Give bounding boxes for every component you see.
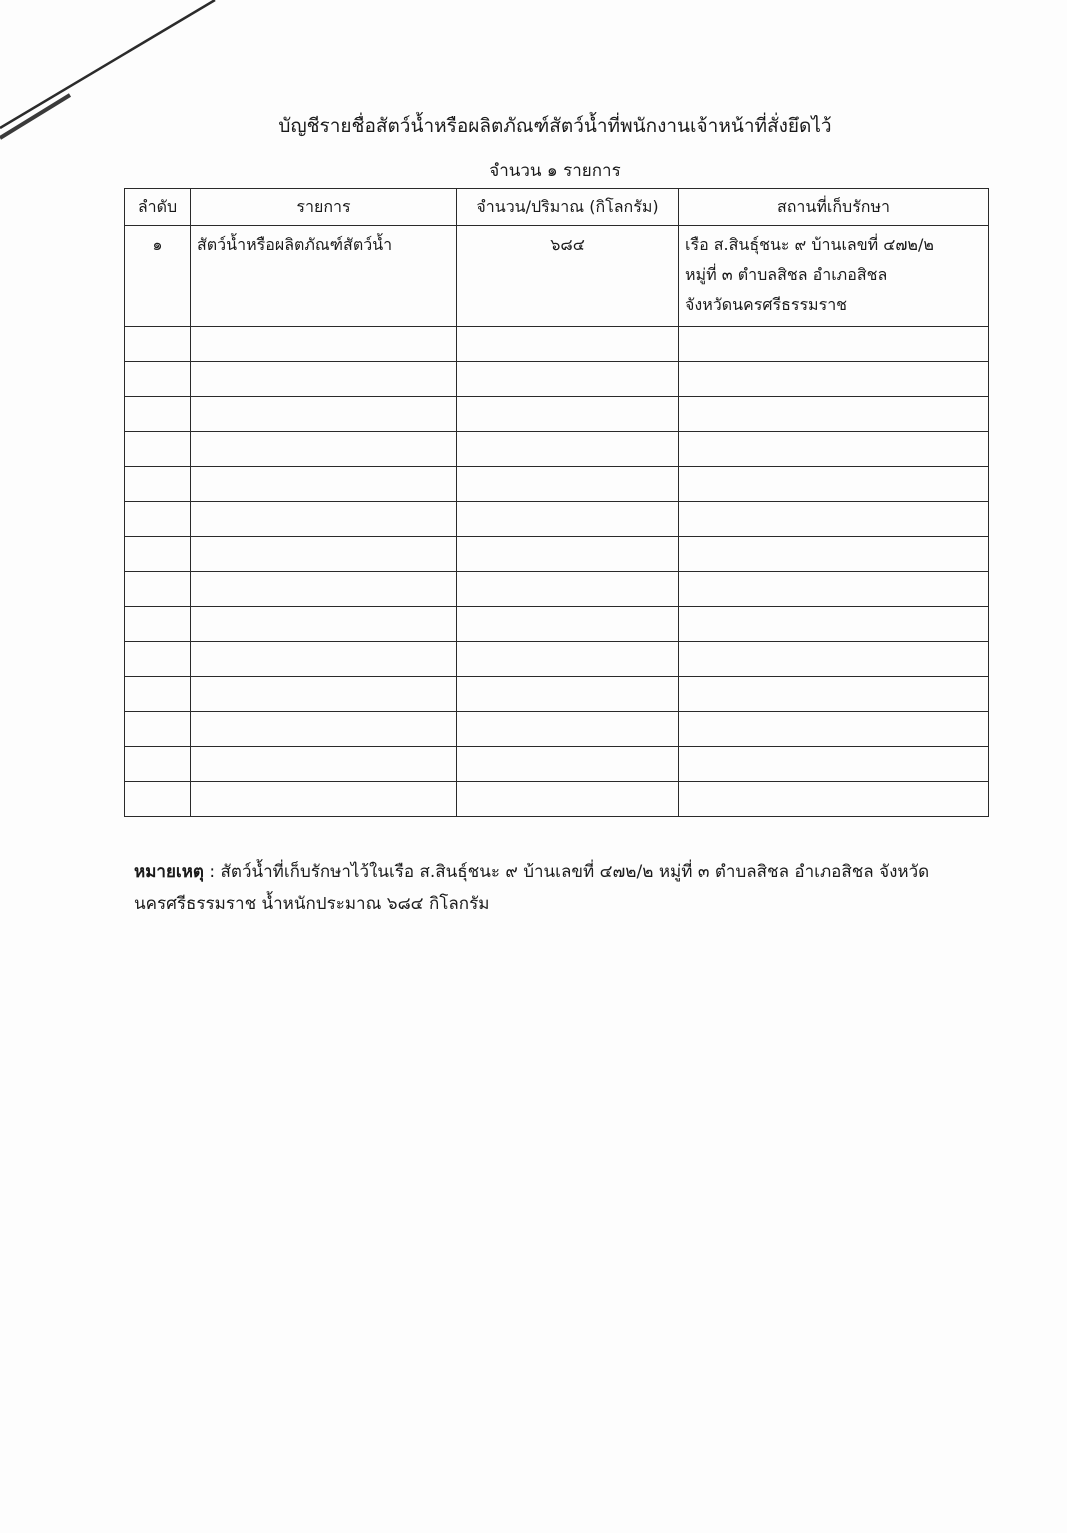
table-row-empty (125, 432, 989, 467)
empty-cell (679, 677, 989, 712)
table-row-empty (125, 677, 989, 712)
table-row-empty (125, 537, 989, 572)
note-paragraph (134, 856, 984, 920)
empty-cell (125, 607, 191, 642)
header-item: รายการ (191, 189, 457, 226)
cell-item: สัตว์น้ำหรือผลิตภัณฑ์สัตว์น้ำ (191, 226, 457, 327)
empty-cell (457, 747, 679, 782)
empty-cell (679, 502, 989, 537)
table-row-empty (125, 327, 989, 362)
table-row-empty (125, 572, 989, 607)
empty-cell (457, 502, 679, 537)
empty-cell (125, 712, 191, 747)
cell-location (679, 226, 989, 327)
header-order: ลำดับ (125, 189, 191, 226)
empty-cell (191, 782, 457, 817)
empty-cell (191, 397, 457, 432)
empty-cell (457, 572, 679, 607)
empty-cell (679, 432, 989, 467)
empty-cell (191, 677, 457, 712)
empty-cell (191, 572, 457, 607)
empty-cell (679, 712, 989, 747)
empty-cell (191, 712, 457, 747)
empty-cell (191, 642, 457, 677)
empty-cell (125, 782, 191, 817)
empty-cell (125, 467, 191, 502)
table-row-empty (125, 712, 989, 747)
cell-order: ๑ (125, 226, 191, 327)
note-separator: : (203, 862, 221, 882)
empty-cell (457, 432, 679, 467)
table-row-empty (125, 362, 989, 397)
empty-cell (457, 397, 679, 432)
location-line-1: เรือ ส.สินธุ์ชนะ ๙ บ้านเลขที่ ๔๗๒/๒ (685, 235, 934, 254)
table-header-row (125, 189, 989, 226)
empty-cell (125, 747, 191, 782)
table-row-empty (125, 467, 989, 502)
table-row-empty (125, 607, 989, 642)
note-text: สัตว์น้ำที่เก็บรักษาไว้ในเรือ ส.สินธุ์ชนะ ๙ บ้านเลขที่ ๔๗๒/๒ หมู่ที่ ๓ ตำบลสิชล อำเภอสิชล จังหวัดนครศรีธรรมราช น้ำหนักประมาณ ๖๘๔ กิโลกรัม (134, 862, 930, 914)
empty-cell (457, 642, 679, 677)
empty-cell (457, 712, 679, 747)
empty-cell (457, 467, 679, 502)
seized-items-table (124, 188, 989, 817)
empty-cell (191, 327, 457, 362)
empty-cell (457, 362, 679, 397)
empty-cell (125, 642, 191, 677)
empty-cell (457, 537, 679, 572)
empty-cell (679, 747, 989, 782)
header-location: สถานที่เก็บรักษา (679, 189, 989, 226)
empty-cell (125, 362, 191, 397)
cell-quantity: ๖๘๔ (457, 226, 679, 327)
empty-cell (191, 362, 457, 397)
empty-cell (191, 607, 457, 642)
empty-cell (457, 607, 679, 642)
table-row-empty (125, 397, 989, 432)
empty-cell (679, 642, 989, 677)
empty-cell (125, 572, 191, 607)
table-row-empty (125, 782, 989, 817)
empty-cell (191, 502, 457, 537)
empty-cell (125, 327, 191, 362)
table-row-empty (125, 502, 989, 537)
empty-cell (125, 397, 191, 432)
empty-cell (679, 467, 989, 502)
empty-cell (125, 432, 191, 467)
empty-cell (679, 572, 989, 607)
empty-cell (191, 747, 457, 782)
empty-cell (679, 362, 989, 397)
table-row-empty (125, 642, 989, 677)
empty-cell (679, 607, 989, 642)
location-line-3: จังหวัดนครศรีธรรมราช (685, 295, 848, 314)
empty-cell (457, 327, 679, 362)
empty-cell (679, 397, 989, 432)
document-subtitle: จำนวน ๑ รายการ (489, 161, 621, 181)
document-title: บัญชีรายชื่อสัตว์น้ำหรือผลิตภัณฑ์สัตว์น้ำที่พนักงานเจ้าหน้าที่สั่งยึดไว้ (278, 115, 832, 137)
note-label: หมายเหตุ (134, 862, 204, 882)
empty-cell (679, 782, 989, 817)
empty-cell (679, 537, 989, 572)
empty-cell (457, 677, 679, 712)
empty-cell (125, 537, 191, 572)
empty-cell (125, 502, 191, 537)
table-row-empty (125, 747, 989, 782)
location-line-2: หมู่ที่ ๓ ตำบลสิชล อำเภอสิชล (685, 265, 888, 284)
header-quantity: จำนวน/ปริมาณ (กิโลกรัม) (457, 189, 679, 226)
empty-cell (191, 467, 457, 502)
empty-cell (679, 327, 989, 362)
table-row (125, 226, 989, 327)
empty-cell (191, 432, 457, 467)
empty-cell (457, 782, 679, 817)
empty-cell (191, 537, 457, 572)
empty-cell (125, 677, 191, 712)
